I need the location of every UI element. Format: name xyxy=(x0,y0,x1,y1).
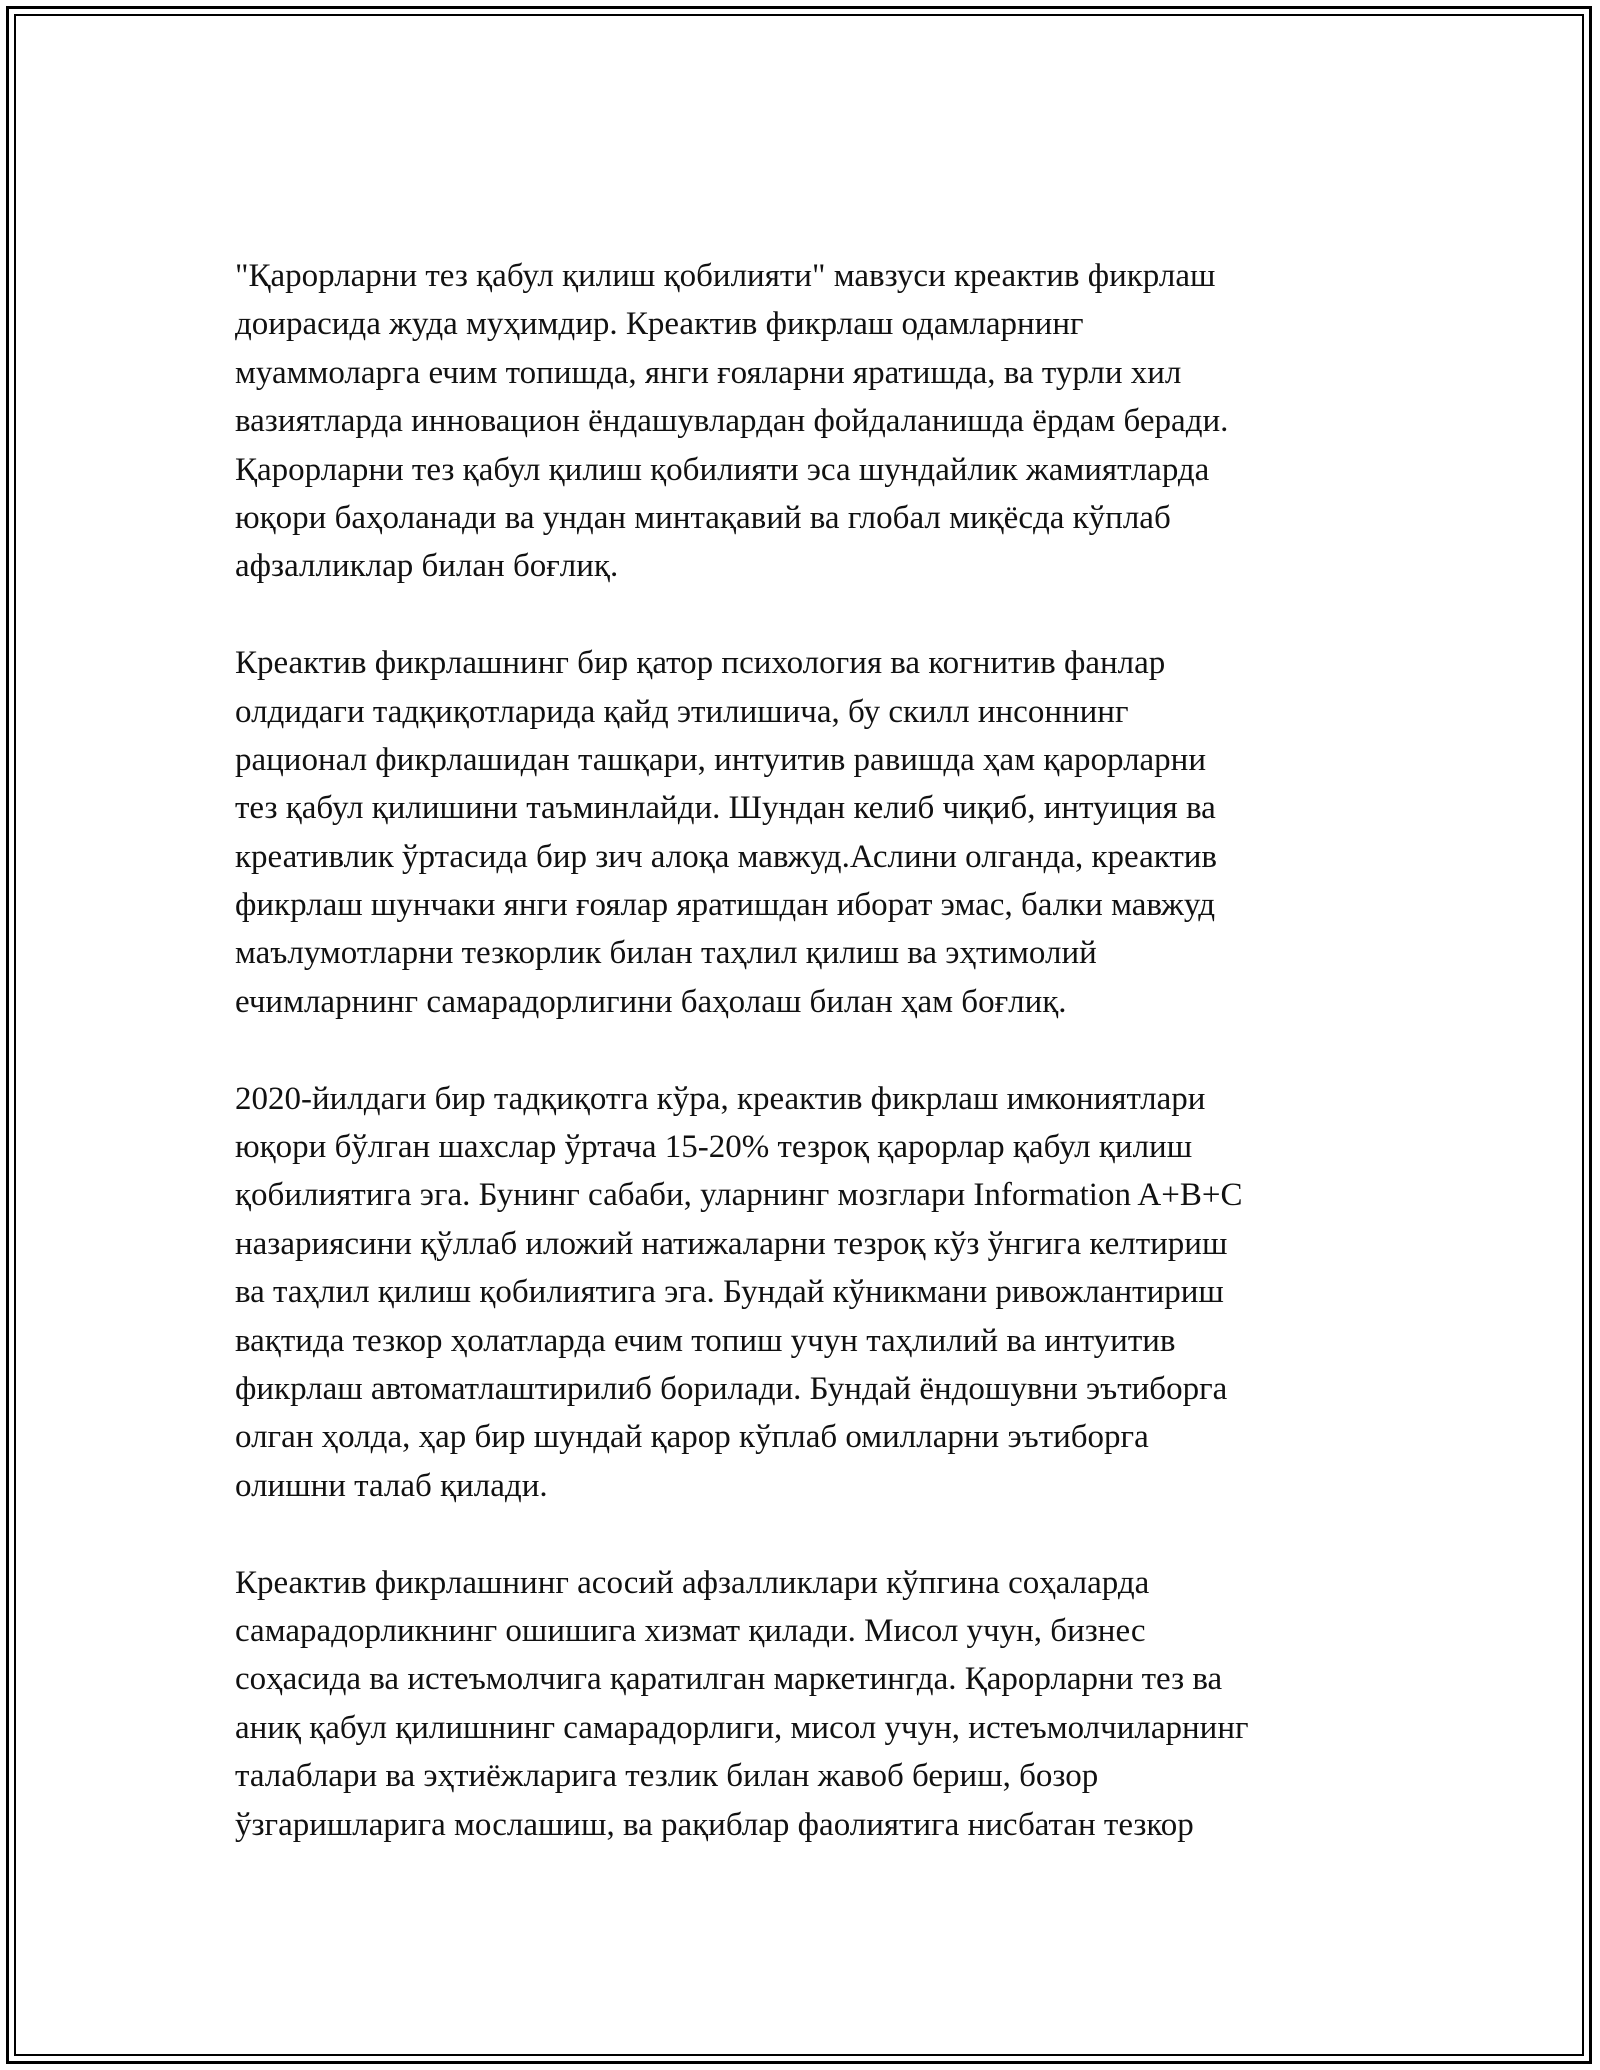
text-line: ва таҳлил қилиш қобилиятига эга. Бундай кўникмани ривожлантириш xyxy=(235,1274,1224,1311)
text-line: Қарорларни тез қабул қилиш қобилияти эса шундайлик жамиятларда xyxy=(235,451,1210,488)
text-line: олишни талаб қилади. xyxy=(235,1467,548,1504)
text-line: Креактив фикрлашнинг бир қатор психология ва когнитив фанлар xyxy=(235,645,1166,682)
text-line: юқори баҳоланади ва ундан минтақавий ва глобал миқёсда кўплаб xyxy=(235,499,1171,536)
text-line: фикрлаш шунчаки янги ғоялар яратишдан иборат эмас, балки мавжуд xyxy=(235,887,1216,924)
text-line: тез қабул қилишини таъминлайди. Шундан келиб чиқиб, интуиция ва xyxy=(235,790,1216,827)
text-line: самарадорликнинг ошишига хизмат қилади. Мисол учун, бизнес xyxy=(235,1612,1146,1649)
text-line: ўзгаришларига мослашиш, ва рақиблар фаолиятига нисбатан тезкор xyxy=(235,1806,1194,1843)
text-line: қобилиятига эга. Бунинг сабаби, уларнинг мозглари Information A+B+C xyxy=(235,1177,1243,1214)
text-line: олдидаги тадқиқотларида қайд этилишича, бу скилл инсоннинг xyxy=(235,693,1129,730)
text-line: талаблари ва эҳтиёжларига тезлик билан жавоб бериш, бозор xyxy=(235,1758,1099,1795)
text-line: креативлик ўртасида бир зич алоқа мавжуд.Аслини олганда, креактив xyxy=(235,838,1217,875)
text-line: фикрлаш автоматлаштирилиб борилади. Бундай ёндошувни эътиборга xyxy=(235,1370,1228,1407)
document-body xyxy=(235,252,1385,1897)
text-line: рационал фикрлашидан ташқари, интуитив равишда ҳам қарорларни xyxy=(235,741,1207,778)
text-line: аниқ қабул қилишнинг самарадорлиги, мисол учун, истеъмолчиларнинг xyxy=(235,1709,1249,1746)
text-line: муаммоларга ечим топишда, янги ғояларни яратишда, ва турли хил xyxy=(235,354,1182,391)
text-line: 2020-йилдаги бир тадқиқотга кўра, креактив фикрлаш имкониятлари xyxy=(235,1080,1206,1117)
text-line: ечимларнинг самарадорлигини баҳолаш билан ҳам боғлиқ. xyxy=(235,983,1067,1020)
paragraph-4 xyxy=(235,1559,1385,1849)
text-line: вазиятларда инновацион ёндашувлардан фойдаланишда ёрдам беради. xyxy=(235,403,1229,440)
text-line: соҳасида ва истеъмолчига қаратилган маркетингда. Қарорларни тез ва xyxy=(235,1661,1223,1698)
text-line: олган ҳолда, ҳар бир шундай қарор кўплаб омилларни эътиборга xyxy=(235,1419,1149,1456)
paragraph-3 xyxy=(235,1075,1385,1511)
text-line: доирасида жуда муҳимдир. Креактив фикрлаш одамларнинг xyxy=(235,306,1084,343)
text-line: "Қарорларни тез қабул қилиш қобилияти" мавзуси креактив фикрлаш xyxy=(235,258,1216,294)
text-line: афзалликлар билан боғлиқ. xyxy=(235,548,619,585)
text-line: Креактив фикрлашнинг асосий афзалликлари кўпгина соҳаларда xyxy=(235,1564,1150,1601)
paragraph-1 xyxy=(235,252,1385,591)
text-line: юқори бўлган шахслар ўртача 15-20% тезроқ қарорлар қабул қилиш xyxy=(235,1129,1193,1166)
text-line: маълумотларни тезкорлик билан таҳлил қилиш ва эҳтимолий xyxy=(235,935,1097,972)
text-line: назариясини қўллаб иложий натижаларни тезроқ кўз ўнгига келтириш xyxy=(235,1225,1228,1262)
text-line: вақтида тезкор ҳолатларда ечим топиш учун таҳлилий ва интуитив xyxy=(235,1322,1176,1359)
paragraph-2 xyxy=(235,639,1385,1026)
